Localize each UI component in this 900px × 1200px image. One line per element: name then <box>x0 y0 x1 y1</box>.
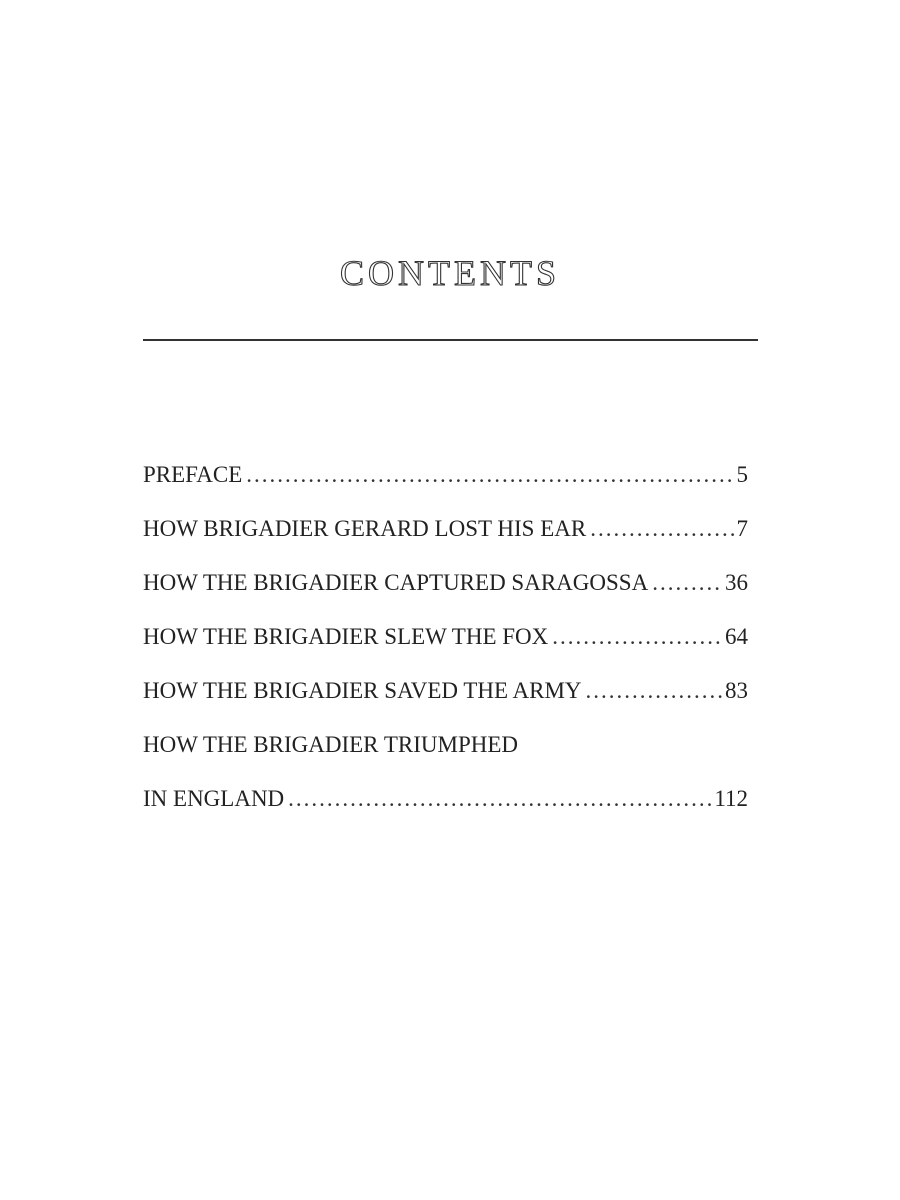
toc-entry-page: 64 <box>725 624 748 649</box>
toc-entry-page: 36 <box>725 570 748 595</box>
toc-entry-lost-his-ear[interactable] <box>143 516 748 570</box>
dot-leader <box>652 570 723 596</box>
dot-leader <box>590 516 734 542</box>
toc-entry-triumphed-line-2[interactable] <box>143 786 748 840</box>
toc-entry-saved-the-army[interactable] <box>143 678 748 732</box>
toc-entry-slew-the-fox[interactable] <box>143 624 748 678</box>
toc-entry-title: PREFACE <box>143 462 243 487</box>
toc-entry-title: HOW THE BRIGADIER TRIUMPHED <box>143 732 519 757</box>
toc-entry-triumphed-line-1[interactable] <box>143 732 748 786</box>
toc-entry-page: 83 <box>725 678 748 703</box>
toc-entry-title: HOW THE BRIGADIER SAVED THE ARMY <box>143 678 582 703</box>
toc-entry-page: 112 <box>714 786 748 811</box>
title-divider <box>143 339 758 341</box>
table-of-contents <box>143 462 748 840</box>
toc-entry-title: HOW BRIGADIER GERARD LOST HIS EAR <box>143 516 587 541</box>
page-title: CONTENTS <box>340 253 560 293</box>
toc-entry-title: HOW THE BRIGADIER CAPTURED SARAGOSSA <box>143 570 649 595</box>
toc-entry-title: IN ENGLAND <box>143 786 285 811</box>
toc-entry-page: 5 <box>736 462 748 487</box>
dot-leader <box>246 462 734 488</box>
dot-leader <box>288 786 712 812</box>
toc-entry-title: HOW THE BRIGADIER SLEW THE FOX <box>143 624 549 649</box>
toc-entry-captured-saragossa[interactable] <box>143 570 748 624</box>
toc-entry-page: 7 <box>736 516 748 541</box>
dot-leader <box>552 624 723 650</box>
toc-entry-preface[interactable] <box>143 462 748 516</box>
dot-leader <box>586 678 723 704</box>
